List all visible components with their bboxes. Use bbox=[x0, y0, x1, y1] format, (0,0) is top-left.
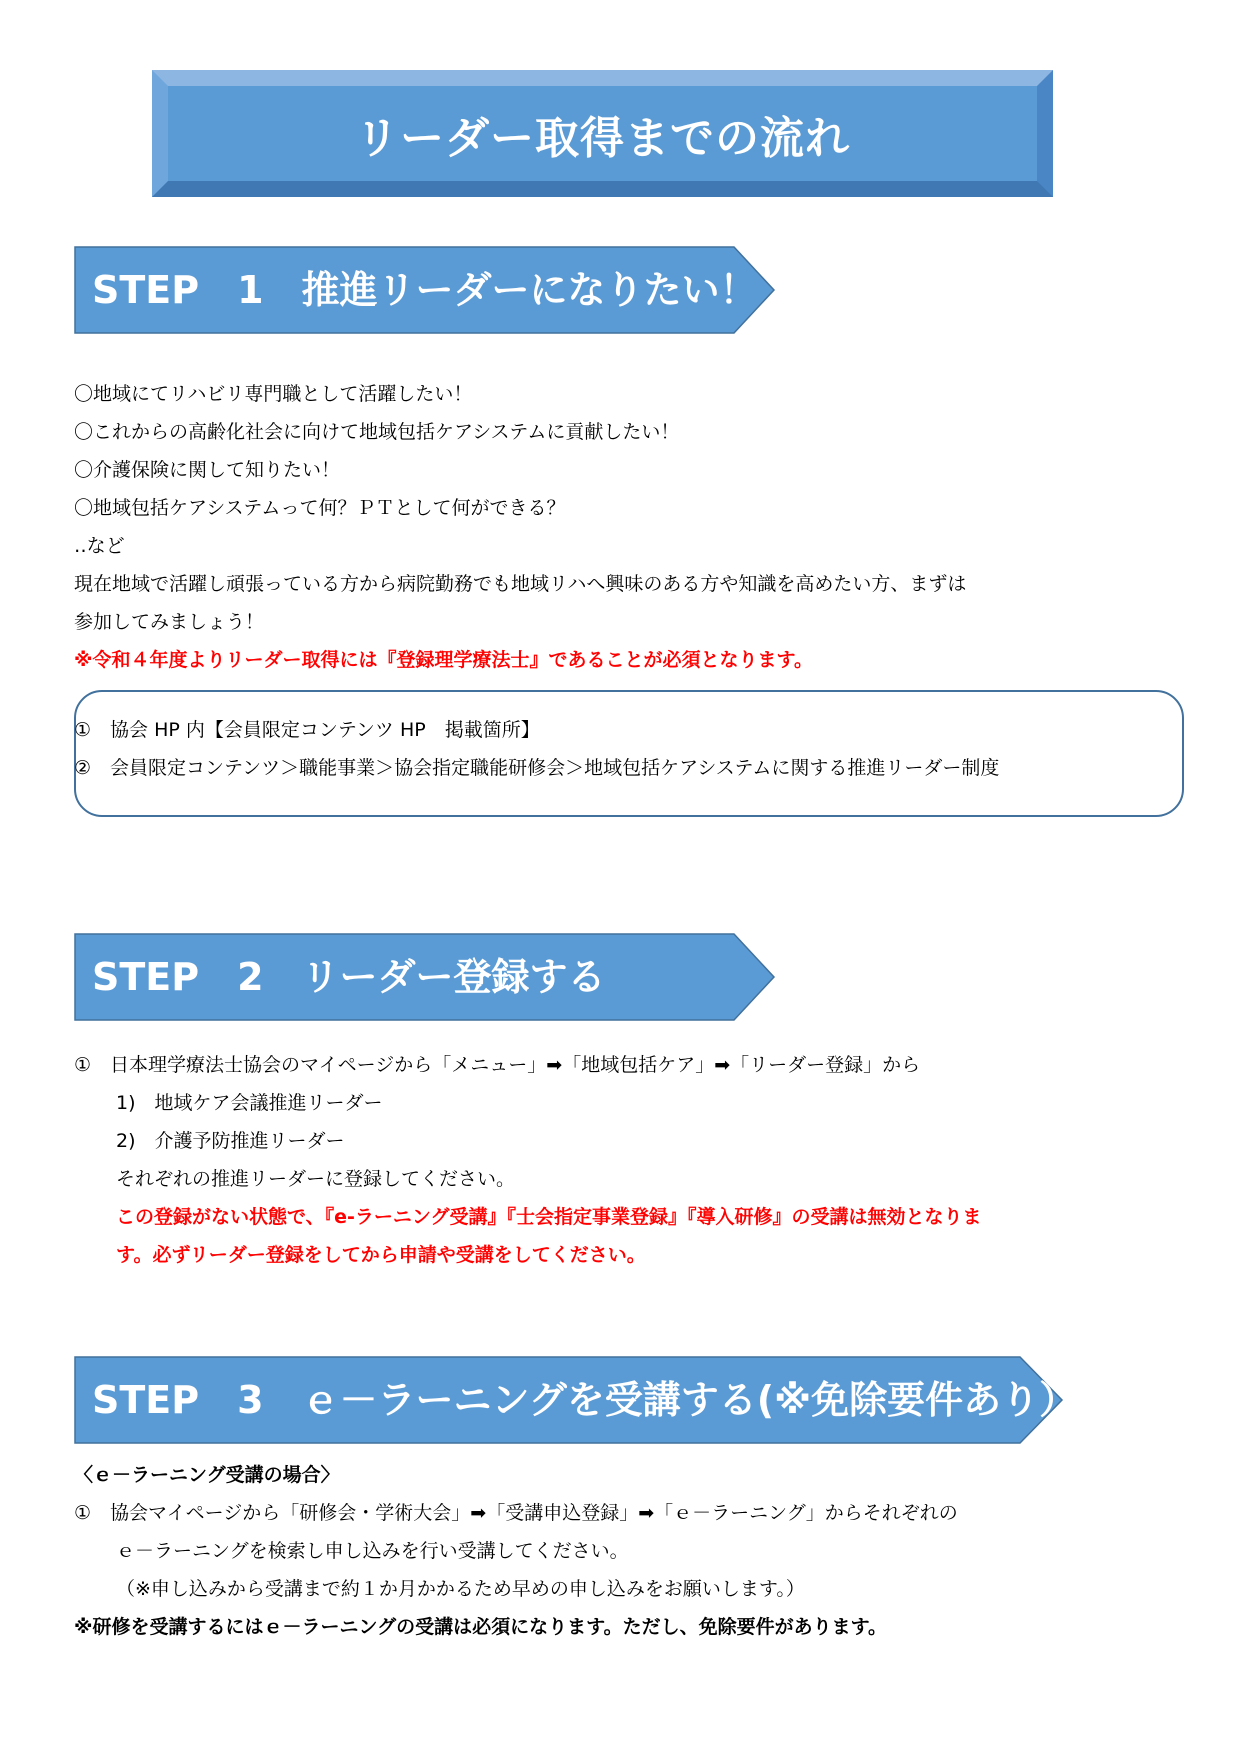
step2-warning: この登録がない状態で、『e-ラーニング受講』『士会指定事業登録』『導入研修』の受講は無効となりま bbox=[116, 1206, 982, 1228]
step2-warning: す。必ずリーダー登録をしてから申請や受講をしてください。 bbox=[116, 1244, 646, 1266]
step2-subitem: 1) 地域ケア会議推進リーダー bbox=[116, 1092, 383, 1114]
title-face bbox=[168, 86, 1037, 181]
step3-banner bbox=[74, 1356, 1078, 1444]
step1-line: 〇地域包括ケアシステムって何？ＰＴとして何ができる？ bbox=[74, 497, 566, 519]
step1-notice: ※令和４年度よりリーダー取得には『登録理学療法士』であることが必須となります。 bbox=[74, 649, 813, 671]
step3-line: ① 協会マイページから「研修会・学術大会」➡「受講申込登録」➡「ｅ－ラーニング」からそれぞれの bbox=[74, 1502, 958, 1524]
step1-line: 参加してみましょう！ bbox=[74, 611, 265, 633]
step1-line: 現在地域で活躍し頑張っている方から病院勤務でも地域リハへ興味のある方や知識を高めたい方、まずは bbox=[74, 573, 967, 595]
step3-line: （※申し込みから受講まで約１か月かかるため早めの申し込みをお願いします。） bbox=[116, 1578, 805, 1600]
step3-line: ｅ－ラーニングを検索し申し込みを行い受講してください。 bbox=[116, 1540, 629, 1562]
location-item: ② 会員限定コンテンツ＞職能事業＞協会指定職能研修会＞地域包括ケアシステムに関する推進リーダー制度 bbox=[74, 757, 1000, 779]
step1-line: 〇地域にてリハビリ専門職として活躍したい！ bbox=[74, 383, 473, 405]
step2-line: それぞれの推進リーダーに登録してください。 bbox=[116, 1168, 516, 1190]
step3-subheading: 〈ｅ－ラーニング受講の場合〉 bbox=[74, 1464, 340, 1486]
step1-line: 〇介護保険に関して知りたい！ bbox=[74, 459, 341, 481]
step2-line: ① 日本理学療法士協会のマイページから「メニュー」➡「地域包括ケア」➡「リーダー登録」から bbox=[74, 1054, 921, 1076]
step1-line: ‥など bbox=[74, 535, 125, 557]
step2-heading: STEP 2 リーダー登録する bbox=[92, 955, 606, 999]
step1-line: 〇これからの高齢化社会に向けて地域包括ケアシステムに貢献したい！ bbox=[74, 421, 680, 443]
title-bevel bbox=[152, 181, 1053, 197]
step2-subitem: 2) 介護予防推進リーダー bbox=[116, 1130, 345, 1152]
page-title: リーダー取得までの流れ bbox=[355, 112, 850, 164]
step3-heading: STEP 3 ｅ－ラーニングを受講する(※免除要件あり） bbox=[92, 1378, 1078, 1422]
page-title-box bbox=[152, 70, 1053, 197]
location-item: ① 協会 HP 内【会員限定コンテンツ HP 掲載箇所】 bbox=[74, 719, 540, 741]
title-bevel bbox=[1037, 70, 1053, 197]
step2-banner bbox=[74, 933, 776, 1021]
step3-note: ※研修を受講するにはｅ－ラーニングの受講は必須になります。ただし、免除要件があります。 bbox=[74, 1616, 888, 1638]
title-bevel bbox=[152, 70, 168, 197]
title-bevel bbox=[152, 70, 1053, 86]
step1-banner bbox=[74, 246, 776, 334]
step1-heading: STEP 1 推進リーダーになりたい！ bbox=[92, 268, 758, 312]
